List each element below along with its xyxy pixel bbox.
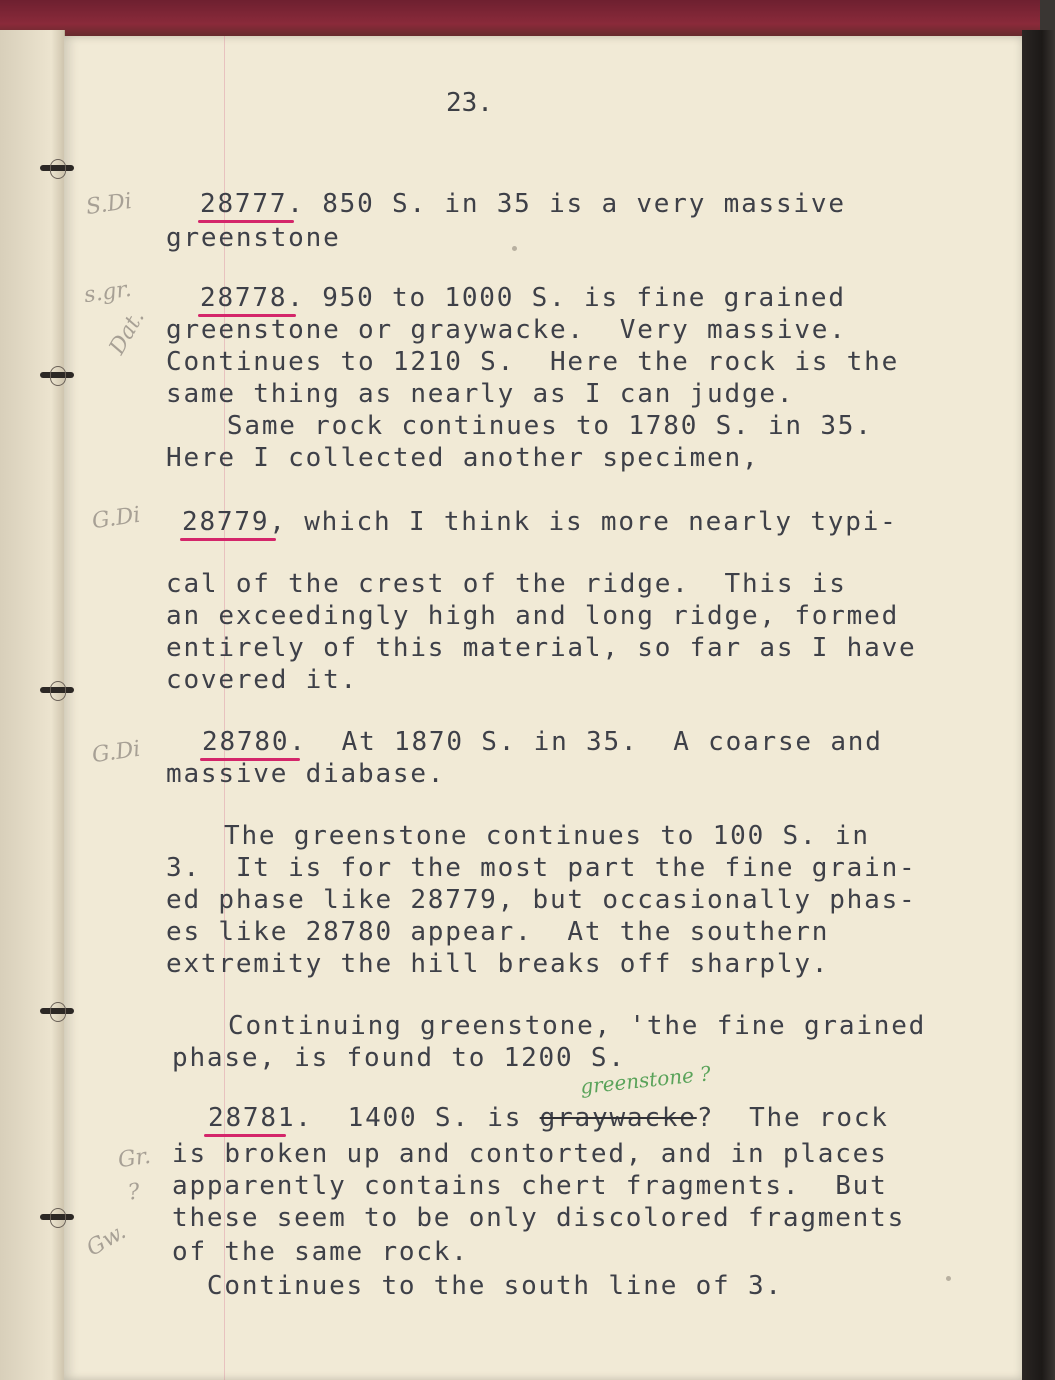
entry-line: apparently contains chert fragments. But	[172, 1171, 888, 1201]
entry-line: is broken up and contorted, and in places	[172, 1139, 888, 1169]
entry-line: 28777. 850 S. in 35 is a very massive	[200, 189, 846, 219]
entry-line: these seem to be only discolored fragments	[172, 1203, 906, 1233]
margin-note: G.Di	[90, 736, 142, 769]
margin-note: S.Di	[84, 188, 134, 221]
entry-line: Continues to the south line of 3.	[172, 1271, 783, 1301]
handwritten-correction: greenstone ?	[579, 1061, 712, 1099]
paper-speck	[512, 246, 517, 251]
specimen-number: 28781	[208, 1103, 296, 1133]
entry-line: greenstone	[166, 223, 341, 253]
entry-line: 28778. 950 to 1000 S. is fine grained	[200, 283, 846, 313]
margin-note: Gw.	[82, 1219, 131, 1262]
entry-line: 28781. 1400 S. is graywacke? The rock	[208, 1103, 889, 1133]
specimen-underline	[180, 538, 276, 541]
binder-ring	[40, 165, 74, 171]
entry-line: 28780. At 1870 S. in 35. A coarse and	[202, 727, 883, 757]
entry-line: Here I collected another specimen,	[166, 443, 760, 473]
paragraph-line: ed phase like 28779, but occasionally phas-	[166, 885, 917, 915]
entry-line: covered it.	[166, 665, 358, 695]
margin-note: G.Di	[90, 502, 142, 535]
paragraph-line: The greenstone continues to 100 S. in	[224, 821, 870, 851]
book-spine-edge	[1022, 30, 1055, 1380]
entry-line: greenstone or graywacke. Very massive.	[166, 315, 847, 345]
page-number: 23.	[446, 88, 493, 118]
entry-line: Continues to 1210 S. Here the rock is the	[166, 347, 900, 377]
paragraph-line: es like 28780 appear. At the southern	[166, 917, 830, 947]
entry-line: massive diabase.	[166, 759, 446, 789]
entry-line: of the same rock.	[172, 1237, 469, 1267]
binder-ring	[40, 687, 74, 693]
struck-word: graywacke	[539, 1103, 697, 1133]
paragraph-line: Continuing greenstone, 'the fine grained	[228, 1011, 927, 1041]
specimen-number: 28779	[182, 507, 270, 537]
entry-line: same thing as nearly as I can judge.	[166, 379, 795, 409]
paragraph-line: extremity the hill breaks off sharply.	[166, 949, 830, 979]
margin-note: s.gr.	[82, 276, 133, 309]
margin-note: Gr.	[116, 1143, 153, 1174]
binder-ring	[40, 1214, 74, 1220]
left-page-edge	[0, 30, 65, 1380]
entry-line: an exceedingly high and long ridge, formed	[166, 601, 900, 631]
binder-ring	[40, 372, 74, 378]
margin-note: Dat.	[104, 306, 150, 359]
margin-note: ?	[126, 1179, 142, 1206]
paragraph-line: 3. It is for the most part the fine grain-	[166, 853, 917, 883]
binder-ring	[40, 1008, 74, 1014]
paper-speck	[946, 1276, 951, 1281]
entry-line: entirely of this material, so far as I have	[166, 633, 917, 663]
specimen-underline	[204, 1134, 286, 1137]
entry-line: Same rock continues to 1780 S. in 35.	[192, 411, 873, 441]
specimen-number: 28780	[202, 727, 290, 757]
specimen-number: 28778	[200, 283, 288, 313]
entry-line: 28779, which I think is more nearly typi-	[182, 507, 898, 537]
entry-line: cal of the crest of the ridge. This is	[166, 569, 847, 599]
paragraph-line: phase, is found to 1200 S.	[172, 1043, 626, 1073]
specimen-number: 28777	[200, 189, 288, 219]
book-cover-edge	[0, 0, 1040, 40]
